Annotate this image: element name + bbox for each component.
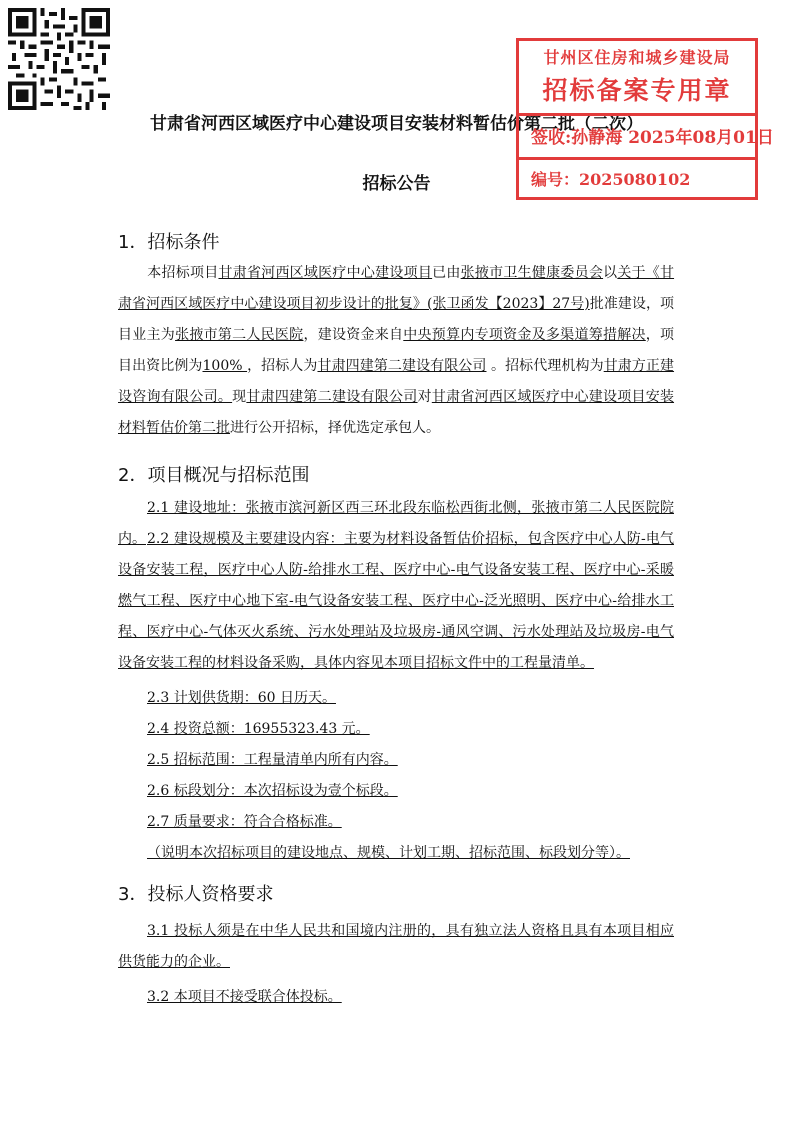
section1-heading: 1．招标条件 [118, 232, 220, 253]
stamp-divider [519, 157, 755, 160]
section2-item-2-7: 2.7 质量要求：符合合格标准。 [147, 814, 342, 830]
stamp-divider [519, 113, 755, 116]
section2-note: （说明本次招标项目的建设地点、规模、计划工期、招标范围、标段划分等）。 [147, 845, 630, 861]
approval-stamp [516, 38, 774, 200]
document-subtitle: 招标公告 [362, 174, 431, 194]
section3-heading: 3．投标人资格要求 [118, 884, 274, 905]
document-title: 甘肃省河西区域医疗中心建设项目安装材料暂估价第二批（二次） [150, 114, 643, 134]
section2-item-2-3: 2.3 计划供货期：60 日历天。 [147, 690, 336, 706]
section2-item-2-6: 2.6 标段划分：本次招标设为壹个标段。 [147, 783, 398, 799]
section1-paragraph: 本招标项目甘肃省河西区域医疗中心建设项目已由张掖市卫生健康委员会以关于《甘肃省河西区域医疗中心建设项目初步设计的批复》(张卫函发【2023】27号)批准建设，项目业主为张掖市第二人民医院，建设资金来自中央预算内专项资金及多渠道筹措解决，项目出资比例为100% ，招标人为甘肃四建第二建设有限公司 。招标代理机构为甘肃方正建设咨询有限公司。现甘肃四建第二建设有限公司对甘肃省河西区域医疗中心建设项目安装材料暂估价第二批进行公开招标，择优选定承包人。 [118, 265, 675, 436]
qr-code [8, 8, 110, 110]
stamp-sign-line: 签收:孙静海 2025年08月01日 [531, 128, 774, 148]
section2-item-2-5: 2.5 招标范围：工程量清单内所有内容。 [147, 752, 398, 768]
section3-item-3-2: 3.2 本项目不接受联合体投标。 [147, 989, 342, 1005]
section3-item-3-1: 3.1 投标人须是在中华人民共和国境内注册的，具有独立法人资格且具有本项目相应供货能力的企业。 [118, 923, 674, 970]
section2-item-2-1: 2.1 建设地址：张掖市滨河新区西三环北段东临松西街北侧，张掖市第二人民医院院内。 [118, 500, 674, 547]
stamp-number: 编号：2025080102 [531, 170, 691, 189]
section2-heading: 2．项目概况与招标范围 [118, 465, 310, 486]
section2-item-2-2: 2.2 建设规模及主要建设内容：主要为材料设备暂估价招标，包含医疗中心人防-电气设备安装工程，医疗中心人防-给排水工程、医疗中心-电气设备安装工程、医疗中心-采暖燃气工程、医疗中心地下室-电气设备安装工程、医疗中心-泛光照明、医疗中心-给排水工程、医疗中心-气体灭火系统、污水处理站及垃圾房-通风空调、污水处理站及垃圾房-电气设备安装工程的材料设备采购，具体内容见本项目招标文件中的工程量清单。 [118, 531, 674, 671]
section2-item-2-4: 2.4 投资总额：16955323.43 元。 [147, 721, 370, 737]
stamp-seal-name: 招标备案专用章 [542, 76, 732, 105]
stamp-authority: 甘州区住房和城乡建设局 [543, 48, 731, 67]
